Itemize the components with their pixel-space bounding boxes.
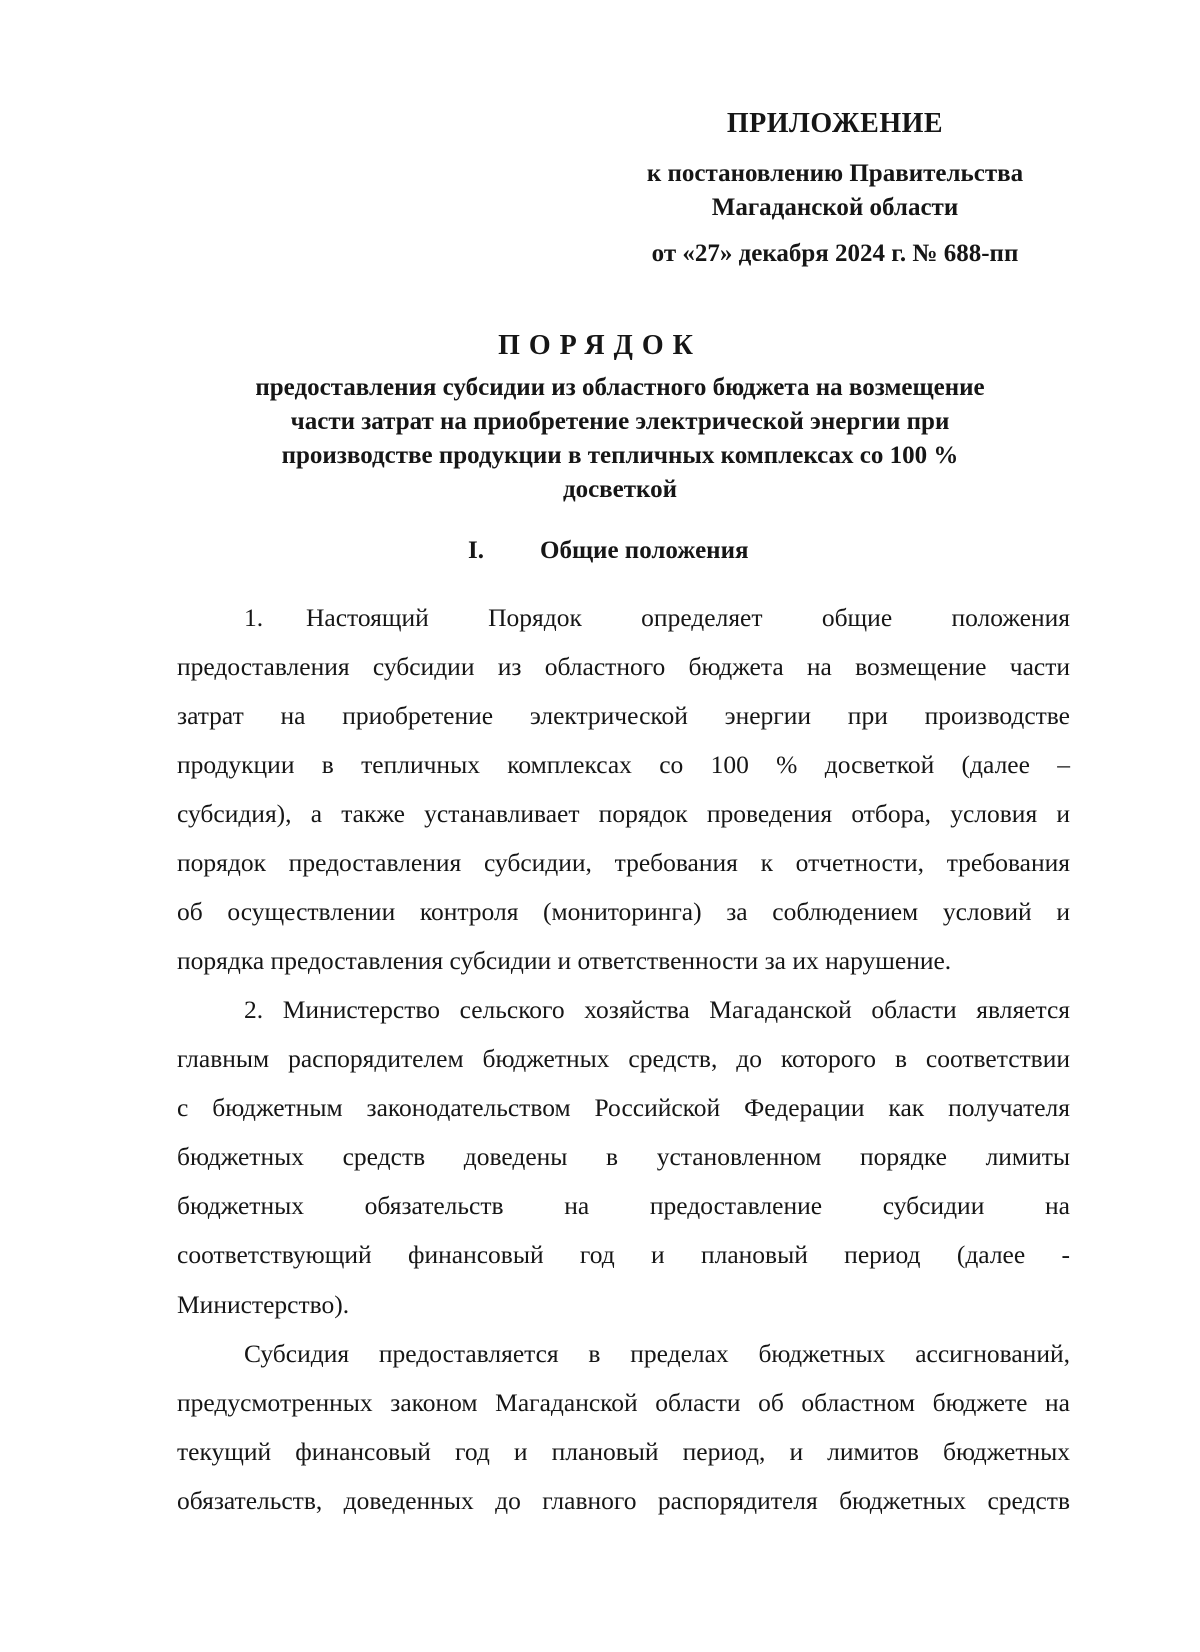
- paragraph-line: главным распорядителем бюджетных средств, до которого в соответствии: [177, 1044, 1070, 1073]
- appendix-region-line: Магаданской области: [711, 194, 959, 221]
- document-subtitle-line: части затрат на приобретение электрической энергии при: [290, 408, 950, 435]
- section-number: I.: [468, 537, 484, 564]
- document-subtitle-line: предоставления субсидии из областного бюджета на возмещение: [255, 374, 985, 401]
- paragraph-number: 1.: [244, 603, 264, 632]
- paragraph-line: затрат на приобретение электрической энергии при производстве: [177, 701, 1070, 730]
- appendix-title: ПРИЛОЖЕНИЕ: [726, 108, 944, 139]
- paragraph-line: Настоящий Порядок определяет общие положения: [306, 603, 1070, 632]
- paragraph-line: предоставления субсидии из областного бюджета на возмещение части: [177, 652, 1070, 681]
- paragraph-line: предусмотренных законом Магаданской области об областном бюджете на: [177, 1388, 1070, 1417]
- appendix-date-number-line: от «27» декабря 2024 г. № 688-пп: [651, 240, 1019, 267]
- paragraph-line: порядка предоставления субсидии и ответственности за их нарушение.: [177, 946, 952, 975]
- appendix-resolution-line: к постановлению Правительства: [646, 160, 1024, 187]
- paragraph-line: бюджетных обязательств на предоставление субсидии на: [177, 1191, 1070, 1220]
- paragraph-line: порядок предоставления субсидии, требования к отчетности, требования: [177, 848, 1070, 877]
- paragraph-line: соответствующий финансовый год и плановый период (далее -: [177, 1240, 1070, 1269]
- paragraph-line: продукции в тепличных комплексах со 100 % досветкой (далее –: [177, 750, 1070, 779]
- paragraph-line: текущий финансовый год и плановый период, и лимитов бюджетных: [177, 1437, 1070, 1466]
- document-subtitle-line: досветкой: [562, 476, 678, 503]
- paragraph-line: бюджетных средств доведены в установленном порядке лимиты: [177, 1142, 1070, 1171]
- document-title: ПОРЯДОК: [498, 330, 702, 361]
- paragraph-line: с бюджетным законодательством Российской Федерации как получателя: [177, 1093, 1070, 1122]
- paragraph-line: 2. Министерство сельского хозяйства Магаданской области является: [244, 995, 1070, 1024]
- paragraph-line: Министерство).: [177, 1290, 350, 1319]
- paragraph-line: Субсидия предоставляется в пределах бюджетных ассигнований,: [244, 1339, 1070, 1368]
- paragraph-line: об осуществлении контроля (мониторинга) за соблюдением условий и: [177, 897, 1070, 926]
- paragraph-line: обязательств, доведенных до главного распорядителя бюджетных средств: [177, 1486, 1070, 1515]
- paragraph-line: субсидия), а также устанавливает порядок проведения отбора, условия и: [177, 799, 1070, 828]
- section-heading: Общие положения: [540, 537, 749, 564]
- document-subtitle-line: производстве продукции в тепличных комплексах со 100 %: [281, 442, 959, 469]
